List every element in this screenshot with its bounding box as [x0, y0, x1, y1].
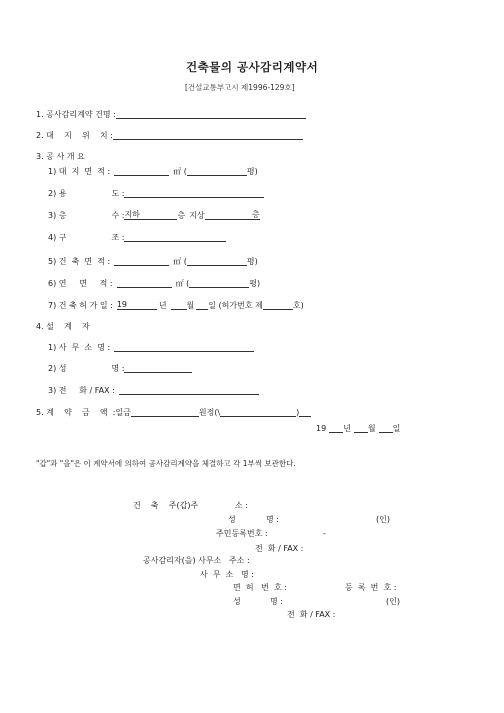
supervisor-tel-label: 전 화 / FAX :: [287, 610, 336, 619]
use-blank: [124, 189, 264, 198]
designer-office-label: 1) 사 무 소 명 :: [48, 343, 111, 352]
supervisor-seal: (인): [386, 597, 400, 606]
total-floor-area-pyeong-blank: [189, 279, 249, 288]
basement-floors-field: [124, 211, 177, 220]
floors-row: [48, 211, 260, 220]
owner-resident-number-label: 주민등록번호 :: [216, 529, 268, 538]
permit-date-label: 7) 건 축 허 가 일 :: [48, 301, 113, 310]
permit-date-row: [48, 301, 304, 310]
date-month-unit: 월: [367, 424, 376, 433]
amount-close: ): [296, 408, 300, 417]
designer-name-row: [48, 364, 192, 373]
use-label: 2) 용: [48, 189, 67, 198]
date-day-blank: [379, 424, 393, 433]
permit-month-blank: [171, 301, 187, 310]
site-area-blank: [114, 167, 169, 176]
designer-tel-row: [48, 386, 259, 395]
designer-office-row: [48, 343, 254, 352]
amount-number-blank: [220, 408, 296, 417]
agreement-statement: "갑"과 "을"은 이 계약서에 의하여 공사감리계약을 체결하고 각 1부씩 보관한다.: [36, 459, 296, 468]
contract-amount-row: [36, 408, 311, 417]
owner-name-label: 성: [228, 515, 236, 524]
structure-row: [48, 233, 226, 242]
permit-day-blank: [196, 301, 208, 310]
use-label-2: 도 :: [111, 189, 125, 198]
site-area-row: [48, 167, 258, 176]
amount-prefix: 일금: [115, 408, 131, 417]
building-area-row: [48, 257, 258, 266]
use-row: [48, 189, 264, 198]
document-subtitle: [건설교통부고시 제1996-129호]: [185, 83, 295, 92]
building-area-label: 5) 건 축 면 적 :: [48, 257, 111, 266]
building-area-blank: [114, 257, 169, 266]
permit-year-prefix: 19: [116, 300, 127, 309]
date-month-blank: [354, 424, 368, 433]
permit-year-field: [117, 301, 157, 310]
aboveground-floors-field: [205, 211, 260, 220]
building-area-unit: ㎡ (: [173, 257, 187, 266]
section-site-location: [36, 131, 303, 140]
total-floor-area-label: 6) 연 면 적 :: [48, 279, 113, 288]
structure-label: 4) 구: [48, 233, 67, 242]
supervisor-label: 공사감리자(을) 사무소 주소 :: [143, 556, 250, 565]
supervisor-registration-label: 등 록 번 호 :: [345, 583, 397, 592]
amount-tail-blank: [299, 408, 311, 417]
total-floor-area-close: 평): [249, 279, 261, 288]
supervisor-license-label: 면 허 번 호 :: [233, 583, 287, 592]
section-2-label: 2. 대 지 위 치 :: [36, 131, 113, 140]
permit-day-text: 일 (허가번호 제: [208, 301, 263, 310]
building-area-pyeong-blank: [187, 257, 247, 266]
structure-blank: [124, 233, 226, 242]
site-area-label: 1) 대 지 면 적 :: [48, 167, 111, 176]
amount-won: 원정(\: [198, 408, 221, 417]
date-year-blank: [329, 424, 343, 433]
floors-label: 3) 층: [48, 211, 67, 220]
owner-seal: (인): [376, 515, 390, 524]
supervisor-name-label-2: 명 :: [270, 597, 283, 606]
total-floor-area-row: [48, 279, 260, 288]
section-contract-name: [36, 110, 306, 119]
owner-address-label: 소 :: [235, 501, 248, 510]
section-5-label: 5. 계 약 금 액 :: [36, 408, 116, 417]
basement-floor-unit: 층: [177, 211, 186, 220]
owner-name-label-2: 명 :: [266, 515, 279, 524]
aboveground-label: 지상: [189, 211, 205, 220]
designer-tel-blank: [119, 386, 259, 395]
designer-name-blank: [124, 364, 192, 373]
designer-name-label-2: 명 :: [111, 364, 125, 373]
date-day-unit: 일: [392, 424, 401, 433]
aboveground-floor-unit: 층: [251, 210, 260, 219]
site-area-pyeong-blank: [187, 167, 247, 176]
amount-korean-blank: [131, 408, 199, 417]
site-area-unit: ㎡ (: [173, 167, 187, 176]
owner-tel-label: 전 화 / FAX :: [255, 544, 304, 553]
supervisor-office-label: 사 무 소 명 :: [200, 570, 254, 579]
date-year-unit: 년: [343, 424, 351, 433]
permit-month-unit: 월: [186, 301, 195, 310]
date-year-prefix: 19: [316, 424, 327, 433]
section-4-label: 4. 설 계 자: [36, 322, 90, 331]
designer-name-label: 2) 성: [48, 364, 67, 373]
site-location-blank: [113, 131, 303, 140]
floors-label-2: 수 :: [111, 211, 125, 220]
supervisor-name-label: 성: [233, 597, 241, 606]
permit-year-unit: 년: [158, 301, 167, 310]
structure-label-2: 조 :: [111, 233, 125, 242]
building-area-close: 평): [246, 257, 258, 266]
designer-office-blank: [114, 343, 254, 352]
document-title: 건축물의 공사감리계약서: [186, 60, 319, 74]
designer-tel-label: 3) 전 화 / FAX :: [48, 386, 115, 395]
total-floor-area-blank: [117, 279, 172, 288]
owner-label: 건 축 주(갑)주: [133, 501, 199, 510]
contract-name-blank: [116, 110, 306, 119]
contract-date-row: [316, 424, 400, 433]
permit-number-close: 호): [292, 301, 304, 310]
site-area-close: 평): [246, 167, 258, 176]
total-floor-area-unit: ㎡ (: [175, 279, 190, 288]
permit-number-blank: [263, 301, 293, 310]
basement-label: 지하: [124, 210, 140, 219]
section-3-label: 3. 공 사 개 요: [36, 152, 85, 161]
section-1-label: 1. 공사감리계약 건명 :: [36, 110, 116, 119]
owner-resident-number-dash: -: [323, 529, 326, 538]
